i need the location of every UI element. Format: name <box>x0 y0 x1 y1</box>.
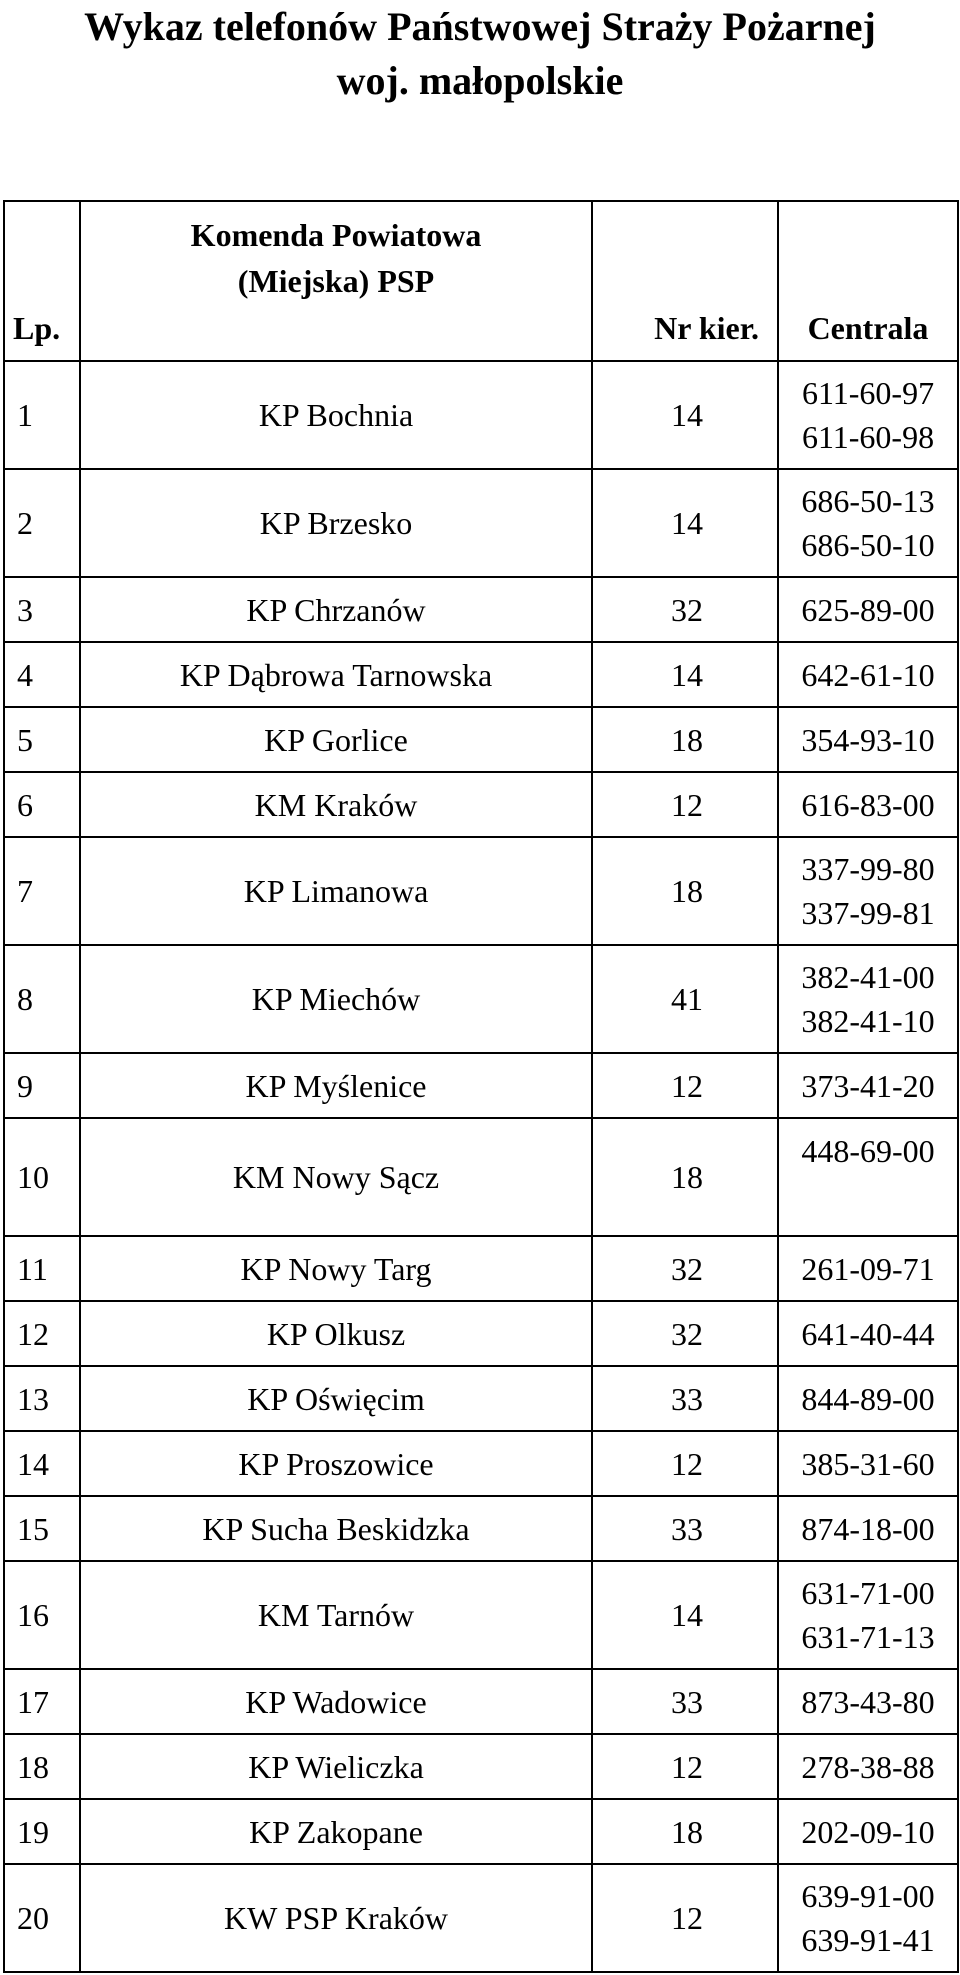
table-row <box>4 1864 958 1972</box>
cell-nr-kier: 33 <box>592 1669 778 1734</box>
cell-nr-kier: 18 <box>592 1799 778 1864</box>
cell-lp: 11 <box>4 1236 80 1301</box>
phone-number: 448-69-00 <box>801 1133 935 1169</box>
cell-lp: 9 <box>4 1053 80 1118</box>
header-centrala: Centrala <box>778 201 958 361</box>
phone-number: 337-99-80 <box>801 851 935 887</box>
phone-number: 873-43-80 <box>801 1683 935 1720</box>
cell-komenda: KP Chrzanów <box>80 577 592 642</box>
phone-number: 385-31-60 <box>801 1445 935 1482</box>
cell-centrala <box>778 837 958 945</box>
cell-lp: 1 <box>4 361 80 469</box>
cell-nr-kier: 18 <box>592 837 778 945</box>
cell-nr-kier: 32 <box>592 577 778 642</box>
table-row <box>4 469 958 577</box>
cell-lp: 12 <box>4 1301 80 1366</box>
cell-komenda: KP Sucha Beskidzka <box>80 1496 592 1561</box>
phone-number: 642-61-10 <box>801 656 935 693</box>
cell-centrala <box>778 945 958 1053</box>
phone-number: 611-60-97 <box>801 375 935 411</box>
header-komenda-line-1: Komenda Powiatowa <box>190 217 482 253</box>
cell-centrala <box>778 361 958 469</box>
cell-komenda: KP Miechów <box>80 945 592 1053</box>
cell-komenda: KP Oświęcim <box>80 1366 592 1431</box>
cell-nr-kier: 32 <box>592 1301 778 1366</box>
phone-number: 686-50-13 <box>801 483 935 519</box>
phone-number: 641-40-44 <box>801 1315 935 1352</box>
phone-number: 202-09-10 <box>801 1813 935 1850</box>
cell-lp: 4 <box>4 642 80 707</box>
cell-centrala <box>778 1366 958 1431</box>
phone-number: 611-60-98 <box>801 419 935 455</box>
table-row <box>4 1236 958 1301</box>
phone-number: 261-09-71 <box>801 1250 935 1287</box>
phone-number: 639-91-00 <box>801 1878 935 1914</box>
cell-komenda: KP Myślenice <box>80 1053 592 1118</box>
cell-nr-kier: 32 <box>592 1236 778 1301</box>
header-komenda <box>80 201 592 361</box>
table-row <box>4 772 958 837</box>
cell-lp: 20 <box>4 1864 80 1972</box>
cell-nr-kier: 14 <box>592 642 778 707</box>
cell-lp: 17 <box>4 1669 80 1734</box>
cell-nr-kier: 41 <box>592 945 778 1053</box>
table-row <box>4 642 958 707</box>
cell-lp: 10 <box>4 1118 80 1236</box>
cell-komenda: KM Kraków <box>80 772 592 837</box>
cell-lp: 19 <box>4 1799 80 1864</box>
cell-centrala <box>778 1301 958 1366</box>
phone-number: 337-99-81 <box>801 895 935 931</box>
table-row <box>4 1118 958 1236</box>
table-row <box>4 1561 958 1669</box>
cell-lp: 18 <box>4 1734 80 1799</box>
cell-centrala <box>778 772 958 837</box>
cell-komenda: KP Zakopane <box>80 1799 592 1864</box>
table-header-row <box>4 201 958 361</box>
table-row <box>4 1799 958 1864</box>
document-title <box>0 0 960 108</box>
cell-komenda: KP Gorlice <box>80 707 592 772</box>
cell-komenda: KM Nowy Sącz <box>80 1118 592 1236</box>
cell-komenda: KP Olkusz <box>80 1301 592 1366</box>
cell-centrala <box>778 469 958 577</box>
cell-nr-kier: 33 <box>592 1366 778 1431</box>
cell-nr-kier: 14 <box>592 1561 778 1669</box>
header-nr-kier: Nr kier. <box>592 201 778 361</box>
table-row <box>4 707 958 772</box>
cell-centrala <box>778 1669 958 1734</box>
table-row <box>4 945 958 1053</box>
phone-number: 616-83-00 <box>801 786 935 823</box>
phone-number: 625-89-00 <box>801 591 935 628</box>
table-row <box>4 1669 958 1734</box>
cell-komenda: KP Nowy Targ <box>80 1236 592 1301</box>
cell-lp: 7 <box>4 837 80 945</box>
cell-centrala <box>778 1799 958 1864</box>
phone-number: 278-38-88 <box>801 1748 935 1785</box>
table-row <box>4 361 958 469</box>
table-row <box>4 577 958 642</box>
cell-lp: 15 <box>4 1496 80 1561</box>
cell-nr-kier: 12 <box>592 772 778 837</box>
cell-centrala <box>778 1431 958 1496</box>
cell-lp: 13 <box>4 1366 80 1431</box>
phone-number: 373-41-20 <box>801 1067 935 1104</box>
cell-nr-kier: 12 <box>592 1431 778 1496</box>
phone-number: 354-93-10 <box>801 721 935 758</box>
cell-komenda: KP Dąbrowa Tarnowska <box>80 642 592 707</box>
phone-number: 382-41-10 <box>801 1003 935 1039</box>
cell-nr-kier: 33 <box>592 1496 778 1561</box>
header-lp: Lp. <box>4 201 80 361</box>
cell-lp: 14 <box>4 1431 80 1496</box>
cell-nr-kier: 18 <box>592 1118 778 1236</box>
cell-lp: 6 <box>4 772 80 837</box>
phone-number: 639-91-41 <box>801 1922 935 1958</box>
table-row <box>4 1301 958 1366</box>
table-row <box>4 1366 958 1431</box>
cell-centrala <box>778 1496 958 1561</box>
phone-number: 382-41-00 <box>801 959 935 995</box>
table-row <box>4 837 958 945</box>
cell-komenda: KW PSP Kraków <box>80 1864 592 1972</box>
phone-number: 686-50-10 <box>801 527 935 563</box>
title-line-2: woj. małopolskie <box>336 58 624 103</box>
cell-komenda: KP Limanowa <box>80 837 592 945</box>
cell-centrala <box>778 1236 958 1301</box>
cell-centrala <box>778 1118 958 1236</box>
cell-nr-kier: 12 <box>592 1734 778 1799</box>
cell-komenda: KP Proszowice <box>80 1431 592 1496</box>
cell-lp: 2 <box>4 469 80 577</box>
cell-centrala <box>778 707 958 772</box>
phone-number: 631-71-00 <box>801 1575 935 1611</box>
cell-nr-kier: 14 <box>592 361 778 469</box>
phone-number: 631-71-13 <box>801 1619 935 1655</box>
phone-number: 844-89-00 <box>801 1380 935 1417</box>
cell-nr-kier: 18 <box>592 707 778 772</box>
cell-centrala <box>778 577 958 642</box>
table-row <box>4 1053 958 1118</box>
table-row <box>4 1734 958 1799</box>
cell-nr-kier: 12 <box>592 1864 778 1972</box>
cell-lp: 16 <box>4 1561 80 1669</box>
cell-nr-kier: 12 <box>592 1053 778 1118</box>
table-row <box>4 1496 958 1561</box>
cell-centrala <box>778 1864 958 1972</box>
phone-directory-table <box>3 200 959 1973</box>
header-komenda-line-2: (Miejska) PSP <box>237 263 435 299</box>
cell-centrala <box>778 642 958 707</box>
cell-lp: 8 <box>4 945 80 1053</box>
table-row <box>4 1431 958 1496</box>
cell-komenda: KM Tarnów <box>80 1561 592 1669</box>
cell-lp: 3 <box>4 577 80 642</box>
cell-komenda: KP Bochnia <box>80 361 592 469</box>
table-body <box>4 361 958 1972</box>
cell-centrala <box>778 1734 958 1799</box>
cell-centrala <box>778 1561 958 1669</box>
cell-komenda: KP Brzesko <box>80 469 592 577</box>
cell-komenda: KP Wadowice <box>80 1669 592 1734</box>
cell-komenda: KP Wieliczka <box>80 1734 592 1799</box>
phone-number: 874-18-00 <box>801 1510 935 1547</box>
cell-nr-kier: 14 <box>592 469 778 577</box>
cell-lp: 5 <box>4 707 80 772</box>
title-line-1: Wykaz telefonów Państwowej Straży Pożarnej <box>84 4 876 49</box>
cell-centrala <box>778 1053 958 1118</box>
